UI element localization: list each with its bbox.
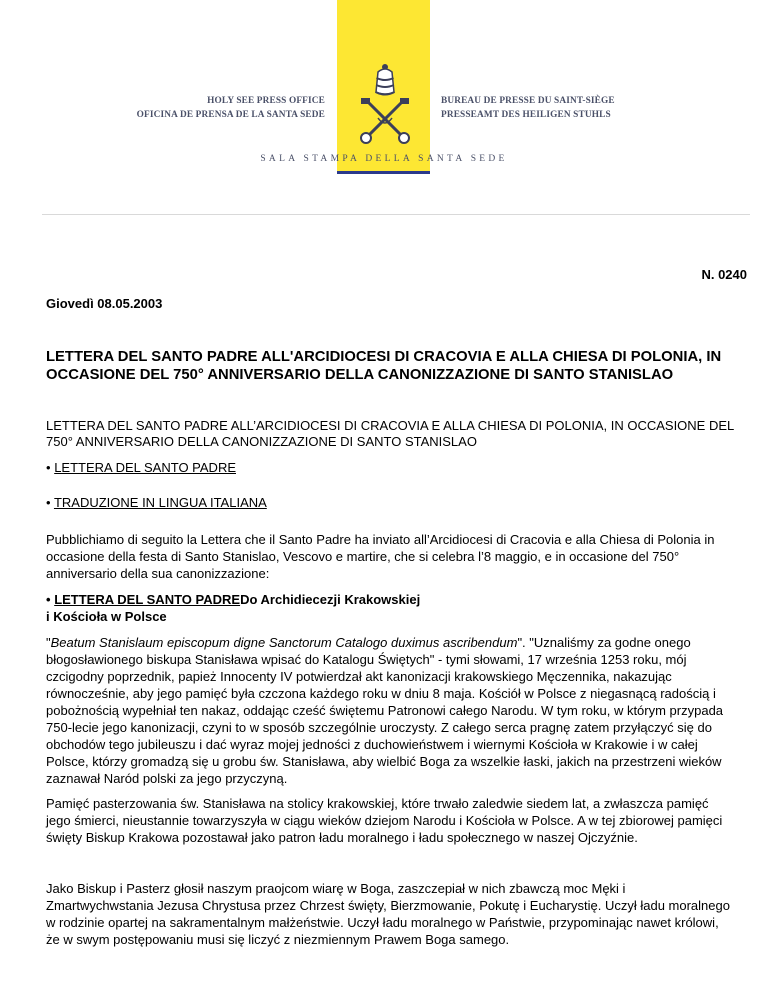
translation-link[interactable]: TRADUZIONE IN LINGUA ITALIANA (53, 495, 267, 510)
bullet-icon: • (46, 592, 51, 607)
header-blue-bar (337, 171, 430, 174)
paragraph-2: Pamięć pasterzowania św. Stanisława na stolicy krakowskiej, które trwało zaledwie siedem lat, a zwłaszcza pamięć jego śmierci, nieustannie towarzyszyła w ciągu wieków dziejom Narodu i Kościoła w Polsce. A w tej zbiorowej pamięci święty Biskup Krakowa pozostawał jako patron ładu moralnego i ładu społecznego w naszej Ojczyźnie. (46, 796, 723, 845)
paragraph-1-text: ". "Uznaliśmy za godne onego błogosławionego biskupa Stanisława wpisać do Katalogu Świętych" - tymi słowami, 17 września 1253 roku, mój czcigodny poprzednik, papież Innocenty IV potwierdzał akt kanonizacji krakowskiego Męczennika, nakazując równocześnie, aby jego pamięć była czczona każdego roku w dniu 8 maja. Kościół w Polsce z niegasnącą radością i pobożnością wypełniał ten nakaz, oddając cześć świętemu Patronowi całego Narodu. W tym roku, w którym przypada 750-lecie jego kanonizacji, czyni to w sposób szczególnie uroczysty. Z całego serca pragnę zatem przyłączyć się do obchodów tego jubileuszu i dać wyraz mojej jedności z duchowieństwem i wiernymi Kościoła w Krakowie i w całej Polsce, którzy gromadzą się u grobu św. Stanisława, aby wielbić Boga za wszelkie łaski, jakich na przestrzeni wieków zaznawał Naród polski za jego przyczyną. (46, 635, 724, 786)
quote-open: " (46, 635, 51, 650)
link-item-translation (46, 495, 267, 510)
intro-paragraph: Pubblichiamo di seguito la Lettera che il Santo Padre ha inviato all’Arcidiocesi di Cracovia e alla Chiesa di Polonia in occasione della festa di Santo Stanislao, Vescovo e martire, che si celebra l’8 maggio, e in occasione del 750° anniversario della sua canonizzazione: (46, 532, 715, 581)
header-bureau-de-presse: BUREAU DE PRESSE DU SAINT-SIÈGE (441, 96, 615, 106)
letter-heading (46, 591, 420, 625)
letter-link[interactable]: LETTERA DEL SANTO PADRE (54, 460, 236, 475)
bulletin-date: Giovedì 08.05.2003 (46, 296, 163, 311)
letter-heading-link[interactable]: LETTERA DEL SANTO PADRE (54, 592, 241, 607)
header-sala-stampa: SALA STAMPA DELLA SANTA SEDE (260, 154, 508, 164)
page-title: LETTERA DEL SANTO PADRE ALL'ARCIDIOCESI DI CRACOVIA E ALLA CHIESA DI POLONIA, IN OCCASIONE DEL 750° ANNIVERSARIO DELLA CANONIZZAZIONE DI SANTO STANISLAO (46, 349, 722, 383)
papal-emblem-icon (358, 62, 412, 150)
link-item-letter (46, 460, 236, 475)
latin-quote: Beatum Stanislaum episcopum digne Sanctorum Catalogo duximus ascribendum (50, 635, 518, 650)
paragraph-1 (46, 634, 736, 787)
header-divider (42, 214, 750, 215)
addressee-line2: i Kościoła w Polsce (46, 609, 167, 624)
page-subtitle: LETTERA DEL SANTO PADRE ALL’ARCIDIOCESI DI CRACOVIA E ALLA CHIESA DI POLONIA, IN OCCASIONE DEL 750° ANNIVERSARIO DELLA CANONIZZAZIONE DI SANTO STANISLAO (46, 418, 734, 449)
bullet-icon: • (46, 495, 51, 510)
header-oficina-de-prensa: OFICINA DE PRENSA DE LA SANTA SEDE (136, 110, 325, 120)
bulletin-number: N. 0240 (701, 267, 747, 282)
header-presseamt: PRESSEAMT DES HEILIGEN STUHLS (441, 110, 611, 120)
addressee-line1: Do Archidiecezji Krakowskiej (240, 592, 421, 607)
bullet-icon: • (46, 460, 51, 475)
header-holy-see-press-office: HOLY SEE PRESS OFFICE (207, 96, 325, 106)
paragraph-3: Jako Biskup i Pasterz głosił naszym praojcom wiarę w Boga, zaszczepiał w nich zbawczą moc Męki i Zmartwychwstania Jezusa Chrystusa przez Chrzest święty, Bierzmowanie, Pokutę i Eucharystię. Uczył ładu moralnego w rodzinie opartej na sakramentalnym małżeństwie. Uczył ładu moralnego w Państwie, przypominając nawet królowi, że w swym postępowaniu musi się liczyć z niezmiennym Prawem Boga samego. (46, 881, 730, 947)
